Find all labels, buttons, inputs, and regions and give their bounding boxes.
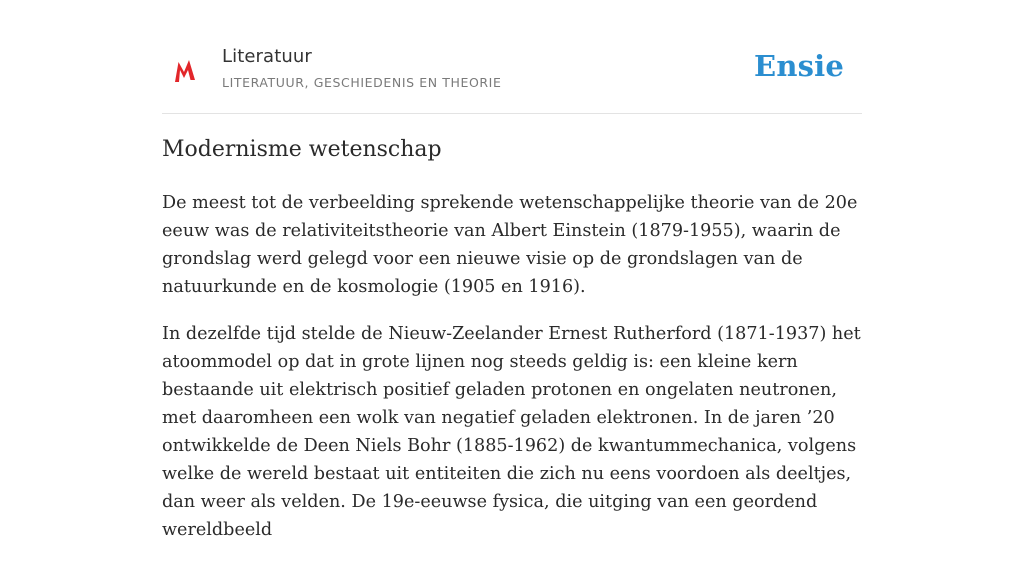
category-subtitle: LITERATUUR, GESCHIEDENIS EN THEORIE [222, 75, 502, 90]
article-paragraph: De meest tot de verbeelding sprekende wetenschappelijke theorie van de 20e eeuw was de relativiteitstheorie van Albert Einstein (1879-1955), waarin de grondslag werd gelegd voor een nieuwe visie op de grondslagen van de natuurkunde en de kosmologie (1905 en 1916). [162, 193, 858, 297]
article-paragraph: In dezelfde tijd stelde de Nieuw-Zeelander Ernest Rutherford (1871-1937) het atoommodel op dat in grote lijnen nog steeds geldig is: een kleine kern bestaande uit elektrisch positief geladen protonen en ongelaten neutronen, met daaromheen een wolk van negatief geladen elektronen. In de jaren ’20 ontwikkelde de Deen Niels Bohr (1885-1962) de kwantummechanica, volgens welke de wereld bestaat uit entiteiten die zich nu eens voordoen als deeltjes, dan weer als velden. De 19e-eeuwse fysica, die uitging van een geordend wereldbeeld [162, 324, 861, 540]
header [162, 36, 862, 114]
article-body [162, 189, 868, 563]
category-title[interactable]: Literatuur [222, 46, 312, 67]
article-title: Modernisme wetenschap [162, 137, 442, 162]
m-logo-icon[interactable] [172, 58, 198, 84]
ensie-brand-logo[interactable]: Ensie [754, 49, 844, 83]
